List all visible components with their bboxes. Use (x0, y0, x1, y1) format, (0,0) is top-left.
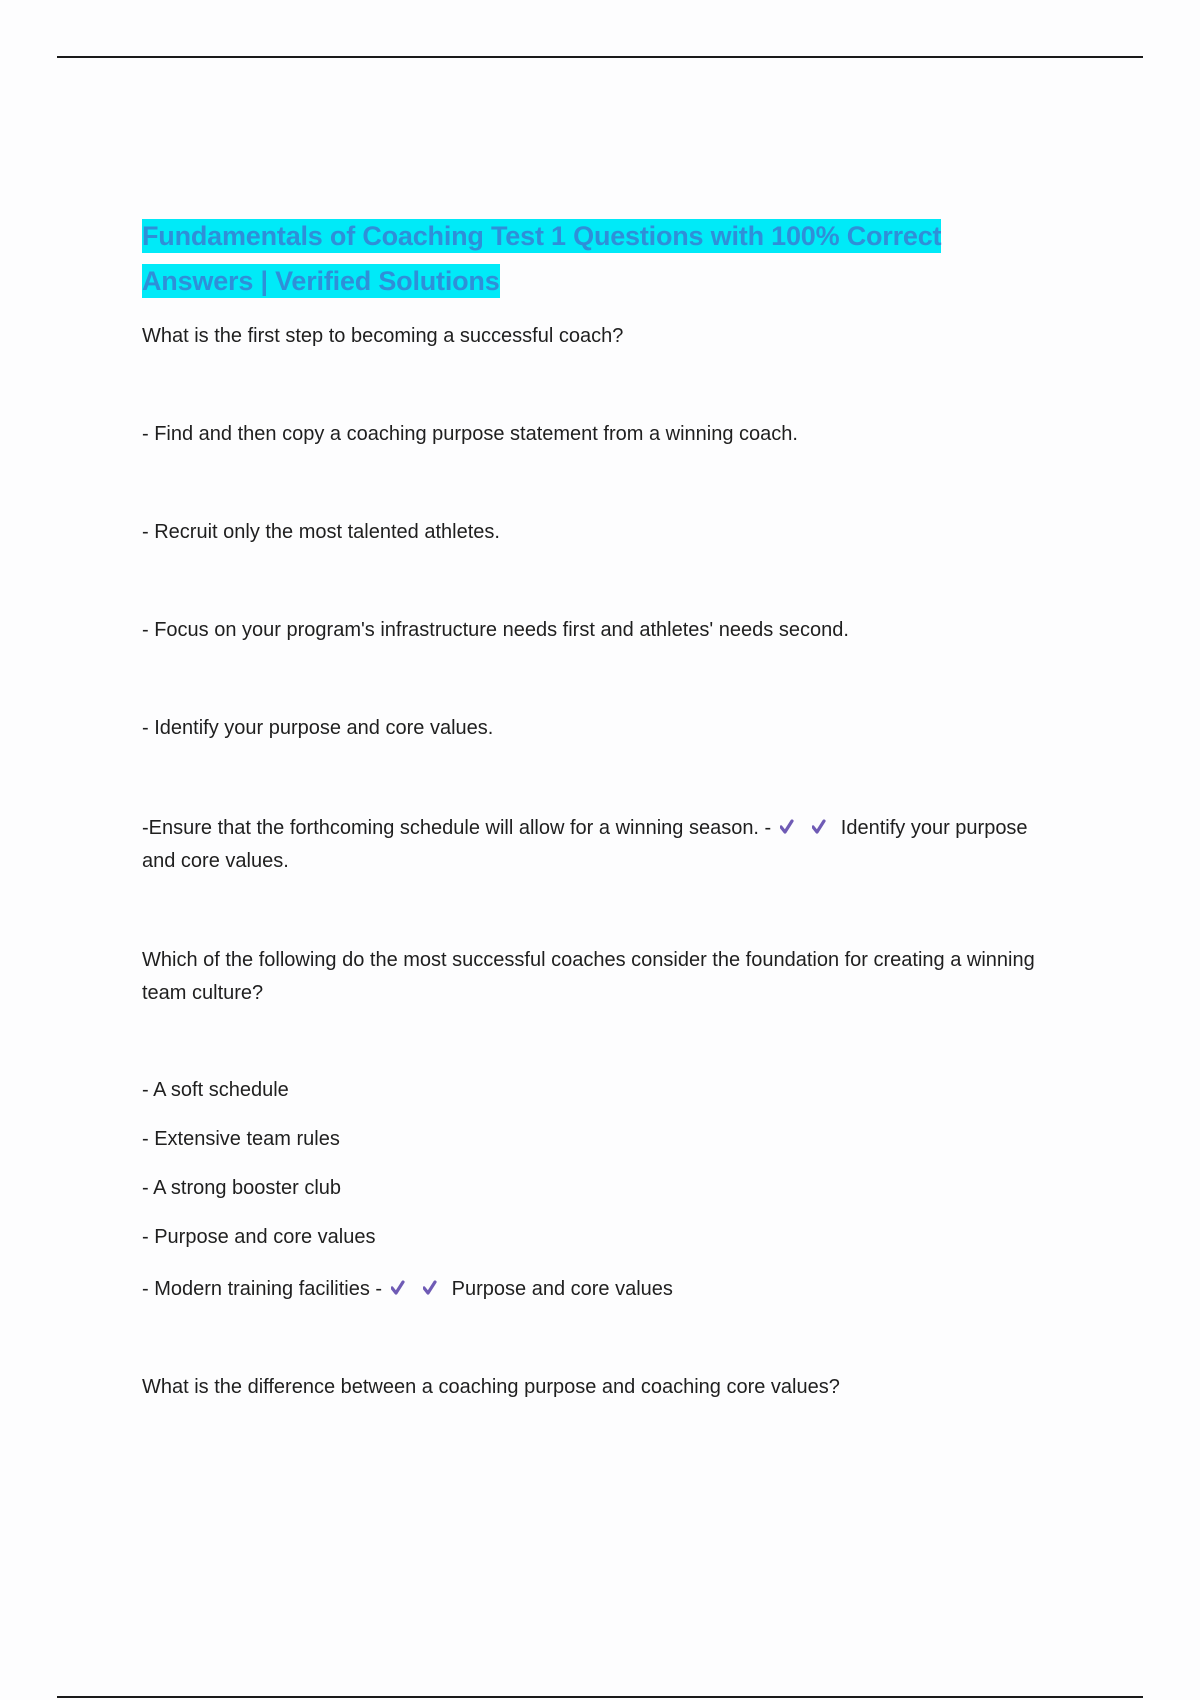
double-check-icon (812, 818, 837, 836)
double-check-icon (780, 818, 805, 836)
header-rule (57, 56, 1143, 58)
answer-2: Purpose and core values (451, 1278, 673, 1300)
option-1-5: -Ensure that the forthcoming schedule will allow for a winning season. - (142, 817, 772, 839)
question-3: What is the difference between a coaching purpose and coaching core values? (142, 1376, 840, 1398)
answer-1: Identify your purpose and core values. (142, 817, 1028, 872)
option-1-5-with-answer (142, 812, 1042, 878)
option-2-3: - A strong booster club (142, 1177, 342, 1199)
option-1-2: - Recruit only the most talented athletes. (142, 521, 500, 543)
option-1-4: - Identify your purpose and core values. (142, 717, 494, 739)
question-2: Which of the following do the most successful coaches consider the foundation for creating a winning team culture? (142, 949, 1035, 1004)
option-2-2: - Extensive team rules (142, 1128, 340, 1150)
footer-rule (57, 1696, 1143, 1698)
option-1-1: - Find and then copy a coaching purpose statement from a winning coach. (142, 423, 798, 445)
double-check-icon (391, 1279, 416, 1297)
document-title: Fundamentals of Coaching Test 1 Questions with 100% Correct Answers | Verified Solutions (142, 221, 942, 296)
option-2-5: - Modern training facilities - (142, 1278, 383, 1300)
document-body (142, 214, 1042, 1398)
option-1-3: - Focus on your program's infrastructure needs first and athletes' needs second. (142, 619, 849, 641)
question-1: What is the first step to becoming a successful coach? (142, 325, 624, 347)
option-2-1: - A soft schedule (142, 1079, 289, 1101)
option-2-4: - Purpose and core values (142, 1226, 376, 1248)
option-2-5-with-answer (142, 1273, 673, 1306)
double-check-icon (423, 1279, 448, 1297)
